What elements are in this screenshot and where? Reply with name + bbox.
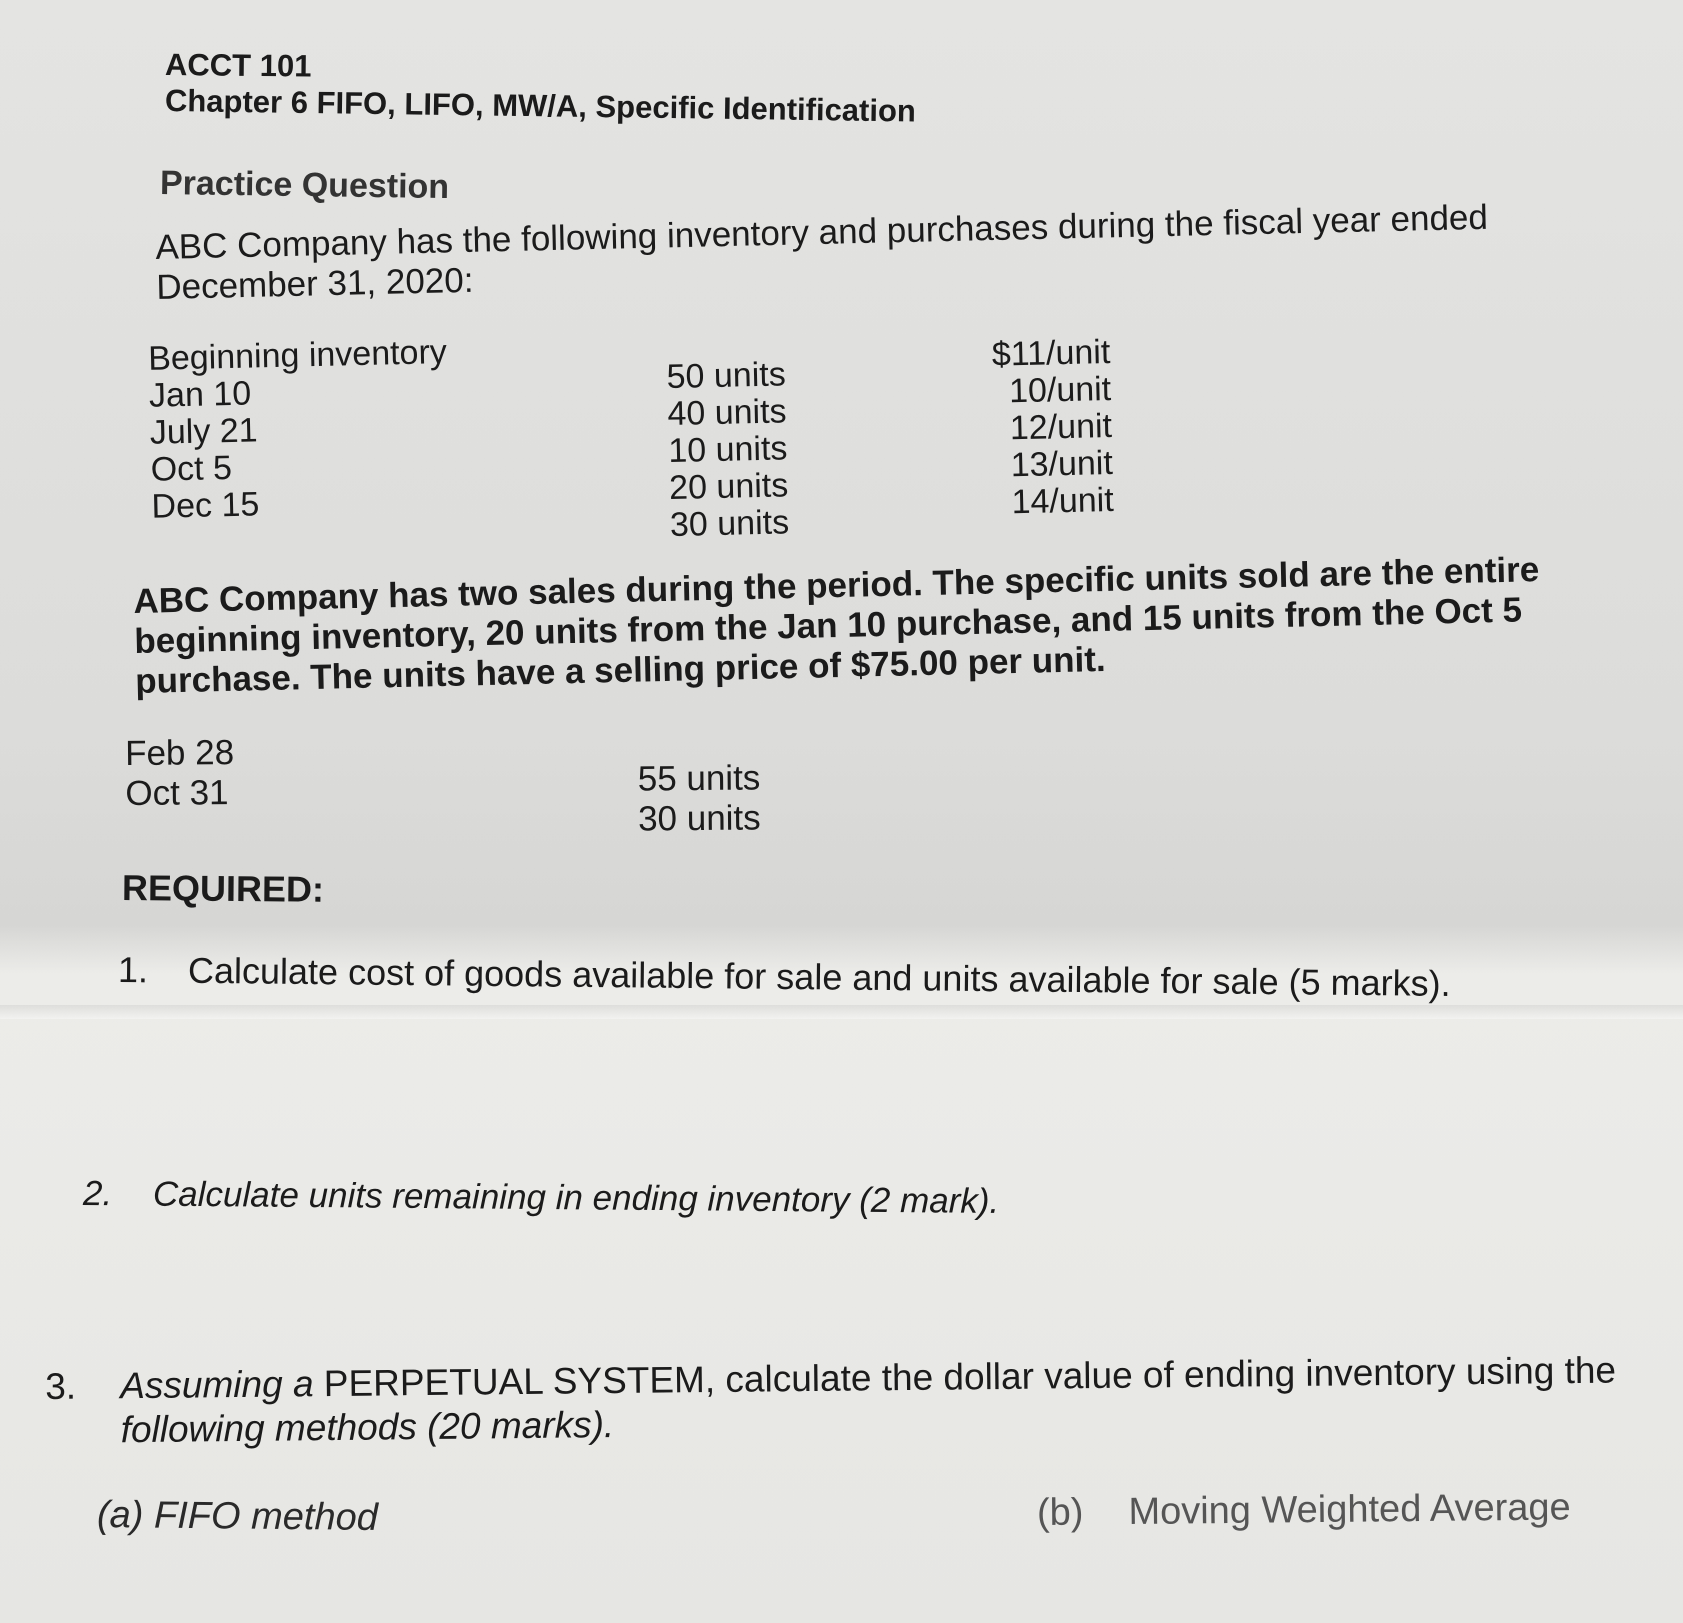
inventory-units: 50 units bbox=[666, 355, 787, 397]
question-line2: following methods (20 marks). bbox=[120, 1404, 615, 1451]
inventory-units: 30 units bbox=[669, 503, 790, 545]
inventory-units: 10 units bbox=[667, 429, 788, 471]
question-suffix: , calculate the dollar value of ending inventory using the bbox=[704, 1349, 1617, 1401]
sales-table bbox=[124, 733, 826, 839]
inventory-label: Beginning inventory bbox=[147, 333, 448, 378]
question-number: 2. bbox=[82, 1174, 113, 1214]
question-text: Calculate cost of goods available for sale and units available for sale (5 marks). bbox=[187, 949, 1451, 1004]
course-code: ACCT 101 bbox=[164, 47, 312, 84]
inventory-price: 14/unit bbox=[1011, 480, 1115, 522]
inventory-label: July 21 bbox=[149, 411, 259, 452]
inventory-units: 20 units bbox=[668, 466, 789, 508]
question-1 bbox=[118, 950, 1451, 1004]
question-text bbox=[120, 1348, 1683, 1452]
paper-fold bbox=[0, 1005, 1683, 1019]
question-2 bbox=[83, 1175, 1000, 1221]
sale-date: Feb 28 bbox=[124, 733, 235, 773]
inventory-label: Oct 5 bbox=[150, 448, 233, 489]
sale-units: 30 units bbox=[637, 798, 761, 839]
chapter-title: Chapter 6 FIFO, LIFO, MW/A, Specific Identification bbox=[164, 83, 917, 129]
question-3 bbox=[45, 1348, 1683, 1451]
sale-date: Oct 31 bbox=[125, 773, 229, 813]
sales-paragraph: ABC Company has two sales during the period. The specific units sold are the entire beginning inventory, 20 units from the Jan 10 purchase, and 15 units from the Oct 5 purchase. The units have a selling price of $75.00 per unit. bbox=[133, 550, 1540, 701]
question-text: Calculate units remaining in ending inventory (2 mark). bbox=[152, 1174, 1000, 1221]
inventory-label: Dec 15 bbox=[151, 485, 260, 526]
inventory-label: Jan 10 bbox=[148, 374, 252, 415]
intro-paragraph: ABC Company has the following inventory and purchases during the fiscal year ended December 31, 2020: bbox=[155, 197, 1489, 307]
option-b-text: Moving Weighted Average bbox=[1128, 1486, 1571, 1534]
section-title: Practice Question bbox=[159, 164, 450, 207]
inventory-units: 40 units bbox=[667, 392, 787, 434]
table-row bbox=[125, 773, 825, 839]
option-b-label: (b) bbox=[1036, 1491, 1084, 1534]
question-number: 1. bbox=[117, 949, 149, 991]
option-b bbox=[1037, 1487, 1571, 1534]
question-number: 3. bbox=[45, 1365, 77, 1407]
inventory-price: 10/unit bbox=[1008, 369, 1112, 411]
inventory-price: 13/unit bbox=[1010, 443, 1114, 485]
inventory-price: 12/unit bbox=[1009, 406, 1113, 448]
question-prefix: Assuming a bbox=[120, 1363, 325, 1407]
sale-units: 55 units bbox=[637, 758, 761, 799]
inventory-price: $11/unit bbox=[991, 332, 1111, 374]
inventory-table bbox=[140, 328, 1115, 560]
question-emphasis: PERPETUAL SYSTEM bbox=[323, 1359, 706, 1405]
option-a: (a) FIFO method bbox=[96, 1494, 379, 1539]
required-heading: REQUIRED: bbox=[121, 867, 325, 910]
